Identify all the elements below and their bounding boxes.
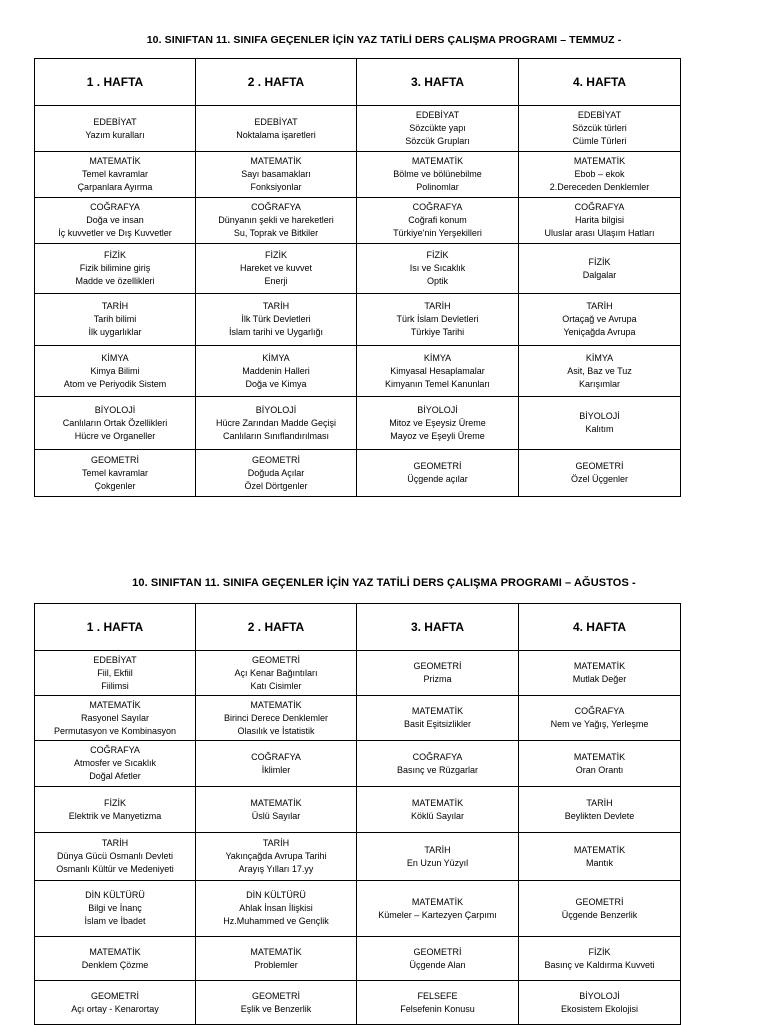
subject-name: BİYOLOJİ — [579, 990, 620, 1001]
schedule-cell — [35, 198, 196, 244]
topic-name: Dünya Gücü Osmanlı Devleti — [56, 851, 174, 861]
august-program-title: 10. SINIFTAN 11. SINIFA GEÇENLER İÇİN YAZ TATİLİ DERS ÇALIŞMA PROGRAMI – AĞUSTOS - — [132, 577, 636, 589]
schedule-cell — [519, 397, 681, 450]
subject-name: GEOMETRİ — [575, 461, 624, 471]
subject-name: MATEMATİK — [89, 699, 141, 710]
schedule-cell — [519, 346, 681, 397]
subject-name: TARİH — [262, 301, 290, 311]
subject-name: COĞRAFYA — [90, 745, 140, 755]
subject-name: BİYOLOJİ — [417, 404, 458, 415]
subject-name: TARİH — [586, 301, 613, 311]
subject-name: EDEBİYAT — [93, 116, 137, 127]
topic-name: Rasyonel Sayılar — [80, 712, 150, 723]
topic-name: Denklem Çözme — [81, 959, 149, 970]
topic-name: Arayış Yılları 17.yy — [238, 864, 314, 874]
topic-name: Permutasyon ve Kombinasyon — [53, 725, 177, 736]
week-header: 4. HAFTA — [519, 59, 681, 106]
schedule-row — [35, 833, 681, 881]
topic-name: Cümle Türleri — [572, 136, 627, 146]
topic-name: Atom ve Periyodik Sistem — [63, 378, 167, 389]
topic-name: Su, Toprak ve Bitkiler — [233, 228, 319, 238]
schedule-cell — [35, 152, 196, 198]
schedule-cell — [35, 787, 196, 833]
topic-name: Felsefenin Konusu — [400, 1003, 475, 1014]
topic-name: Asit, Baz ve Tuz — [567, 365, 632, 376]
subject-name: GEOMETRİ — [413, 461, 462, 471]
subject-name: MATEMATİK — [89, 946, 141, 957]
schedule-cell — [196, 937, 357, 981]
schedule-row — [35, 696, 681, 741]
topic-name: Oran Orantı — [575, 764, 624, 775]
topic-name: Fonksiyonlar — [250, 182, 302, 192]
august-schedule-table — [34, 603, 681, 1025]
schedule-cell — [196, 294, 357, 346]
schedule-row — [35, 294, 681, 346]
topic-name: Üçgende Benzerlik — [561, 909, 638, 920]
topic-name: Harita bilgisi — [574, 215, 625, 225]
subject-name: KİMYA — [585, 352, 614, 363]
subject-name: FİZİK — [588, 256, 611, 267]
schedule-cell — [35, 106, 196, 152]
topic-name: Dünyanın şekli ve hareketleri — [218, 215, 334, 225]
topic-name: Temel kavramlar — [81, 169, 148, 179]
topic-name: Coğrafi konum — [408, 215, 467, 225]
subject-name: MATEMATİK — [411, 706, 464, 716]
week-header: 3. HAFTA — [357, 604, 519, 651]
schedule-cell — [196, 741, 357, 787]
schedule-cell — [357, 833, 519, 881]
schedule-row — [35, 198, 681, 244]
schedule-row — [35, 450, 681, 497]
topic-name: Fiilimsi — [101, 680, 129, 691]
schedule-cell — [357, 106, 519, 152]
schedule-cell — [196, 106, 357, 152]
topic-name: Mutlak Değer — [572, 674, 627, 684]
topic-name: Eşlik ve Benzerlik — [240, 1003, 312, 1014]
schedule-cell — [196, 198, 357, 244]
schedule-cell — [519, 244, 681, 294]
week-header: 3. HAFTA — [357, 59, 519, 106]
topic-name: Noktalama işaretleri — [236, 129, 316, 140]
topic-name: Temel kavramlar — [81, 467, 148, 478]
topic-name: Birinci Derece Denklemler — [223, 712, 329, 723]
schedule-cell — [35, 741, 196, 787]
topic-name: Kümeler – Kartezyen Çarpımı — [378, 909, 497, 920]
schedule-cell — [519, 696, 681, 741]
topic-name: Bilgi ve İnanç — [88, 903, 142, 913]
subject-name: DİN KÜLTÜRÜ — [246, 890, 306, 900]
subject-name: GEOMETRİ — [413, 661, 462, 671]
subject-name: MATEMATİK — [250, 797, 302, 808]
topic-name: Çokgenler — [94, 480, 136, 491]
schedule-cell — [519, 651, 681, 696]
schedule-cell — [519, 741, 681, 787]
schedule-cell — [357, 881, 519, 937]
schedule-cell — [357, 152, 519, 198]
topic-name: Madde ve özellikleri — [75, 276, 155, 286]
schedule-cell — [357, 651, 519, 696]
subject-name: KİMYA — [262, 352, 290, 363]
schedule-cell — [519, 787, 681, 833]
schedule-cell — [357, 294, 519, 346]
topic-name: Üslü Sayılar — [251, 810, 301, 821]
topic-name: Prizma — [423, 674, 452, 684]
topic-name: Sayı basamakları — [241, 169, 311, 179]
schedule-cell — [357, 450, 519, 497]
subject-name: MATEMATİK — [411, 797, 464, 808]
topic-name: Açı Kenar Bağıntıları — [234, 667, 318, 678]
schedule-cell — [196, 833, 357, 881]
subject-name: MATEMATİK — [250, 699, 302, 710]
schedule-cell — [196, 346, 357, 397]
topic-name: Katı Cisimler — [250, 680, 302, 691]
subject-name: TARİH — [262, 838, 290, 848]
schedule-cell — [519, 152, 681, 198]
subject-name: GEOMETRİ — [251, 990, 300, 1001]
subject-name: MATEMATİK — [250, 156, 302, 166]
schedule-cell — [196, 881, 357, 937]
schedule-cell — [35, 294, 196, 346]
schedule-cell — [196, 651, 357, 696]
subject-name: MATEMATİK — [89, 156, 141, 166]
subject-name: FİZİK — [588, 946, 611, 957]
topic-name: Özel Üçgenler — [570, 474, 629, 484]
topic-name: Kimya Bilimi — [90, 365, 140, 376]
topic-name: En Uzun Yüzyıl — [406, 857, 469, 868]
topic-name: Fizik bilimine giriş — [79, 263, 151, 273]
topic-name: Yeniçağda Avrupa — [563, 327, 636, 337]
topic-name: Polinomlar — [416, 182, 459, 192]
topic-name: Yakınçağda Avrupa Tarihi — [225, 851, 327, 861]
subject-name: MATEMATİK — [573, 661, 626, 671]
topic-name: Türkiye'nin Yerşekilleri — [393, 228, 482, 238]
july-rows — [35, 106, 681, 497]
subject-name: MATEMATİK — [573, 156, 626, 166]
schedule-cell — [196, 152, 357, 198]
topic-name: Hareket ve kuvvet — [239, 263, 313, 273]
schedule-cell — [519, 937, 681, 981]
topic-name: Basınç ve Rüzgarlar — [396, 764, 479, 775]
subject-name: MATEMATİK — [411, 896, 464, 907]
topic-name: Basınç ve Kaldırma Kuvveti — [544, 959, 655, 970]
topic-name: Osmanlı Kültür ve Medeniyeti — [56, 864, 174, 874]
schedule-row — [35, 244, 681, 294]
subject-name: COĞRAFYA — [574, 706, 625, 716]
subject-name: TARİH — [586, 797, 613, 808]
topic-name: İç kuvvetler ve Dış Kuvvetler — [58, 228, 172, 238]
schedule-cell — [35, 981, 196, 1025]
topic-name: İlk uygarlıklar — [88, 327, 142, 337]
topic-name: Olasılık ve İstatistik — [237, 725, 315, 736]
subject-name: TARİH — [101, 301, 129, 311]
schedule-cell — [35, 397, 196, 450]
schedule-cell — [519, 198, 681, 244]
subject-name: COĞRAFYA — [251, 751, 301, 762]
subject-name: FİZİK — [104, 250, 126, 260]
subject-name: GEOMETRİ — [575, 896, 624, 907]
subject-name: GEOMETRİ — [90, 990, 139, 1001]
schedule-cell — [519, 881, 681, 937]
subject-name: MATEMATİK — [250, 946, 302, 957]
topic-name: Optik — [426, 276, 448, 286]
july-program-title: 10. SINIFTAN 11. SINIFA GEÇENLER İÇİN YAZ TATİLİ DERS ÇALIŞMA PROGRAMI – TEMMUZ - — [146, 34, 622, 46]
schedule-cell — [357, 937, 519, 981]
subject-name: GEOMETRİ — [413, 946, 462, 957]
schedule-row — [35, 787, 681, 833]
subject-name: EDEBİYAT — [93, 654, 137, 665]
topic-name: İslam ve İbadet — [84, 916, 146, 926]
subject-name: TARİH — [424, 844, 451, 855]
schedule-cell — [35, 696, 196, 741]
topic-name: Türkiye Tarihi — [410, 327, 465, 337]
topic-name: Ebob – ekok — [574, 169, 625, 179]
week-header: 1 . HAFTA — [35, 604, 196, 651]
topic-name: Ahlak İnsan İlişkisi — [239, 903, 313, 913]
schedule-cell — [35, 244, 196, 294]
topic-name: Isı ve Sıcaklık — [409, 263, 466, 273]
schedule-cell — [196, 981, 357, 1025]
topic-name: Özel Dörtgenler — [244, 480, 308, 491]
topic-name: Mitoz ve Eşeysiz Üreme — [389, 417, 486, 428]
topic-name: Karışımlar — [578, 378, 620, 389]
topic-name: Bölme ve bölünebilme — [393, 169, 482, 179]
topic-name: Ortaçağ ve Avrupa — [562, 314, 637, 324]
topic-name: Hz.Muhammed ve Gençlik — [223, 916, 329, 926]
topic-name: Doğal Afetler — [89, 771, 141, 781]
topic-name: Maddenin Halleri — [242, 365, 310, 376]
subject-name: TARİH — [424, 301, 451, 311]
schedule-row — [35, 981, 681, 1025]
subject-name: COĞRAFYA — [574, 202, 625, 212]
subject-name: MATEMATİK — [573, 751, 626, 762]
topic-name: Atmosfer ve Sıcaklık — [73, 758, 157, 768]
schedule-row — [35, 397, 681, 450]
topic-name: 2.Dereceden Denklemler — [549, 182, 650, 192]
topic-name: Elektrik ve Manyetizma — [68, 810, 162, 821]
subject-name: COĞRAFYA — [251, 202, 301, 212]
topic-name: Kalıtım — [585, 424, 614, 434]
schedule-cell — [357, 981, 519, 1025]
topic-name: Mayoz ve Eşeyli Üreme — [390, 430, 485, 441]
topic-name: Sözcük türleri — [572, 123, 627, 133]
week-header: 1 . HAFTA — [35, 59, 196, 106]
subject-name: BİYOLOJİ — [579, 411, 620, 421]
schedule-cell — [357, 198, 519, 244]
subject-name: COĞRAFYA — [412, 202, 463, 212]
schedule-cell — [357, 397, 519, 450]
topic-name: Hücre Zarından Madde Geçişi — [215, 417, 337, 428]
topic-name: Üçgende açılar — [407, 474, 468, 484]
topic-name: Uluslar arası Ulaşım Hatları — [544, 228, 655, 238]
topic-name: Ekosistem Ekolojisi — [560, 1003, 639, 1014]
schedule-cell — [519, 106, 681, 152]
schedule-cell — [519, 833, 681, 881]
subject-name: GEOMETRİ — [251, 654, 300, 665]
topic-name: Dalgalar — [582, 269, 617, 280]
topic-name: Canlıların Ortak Özellikleri — [62, 417, 168, 428]
schedule-row — [35, 651, 681, 696]
topic-name: Doğuda Açılar — [247, 467, 305, 478]
subject-name: MATEMATİK — [411, 156, 464, 166]
schedule-cell — [519, 981, 681, 1025]
schedule-cell — [519, 294, 681, 346]
topic-name: Enerji — [264, 276, 288, 286]
schedule-cell — [35, 937, 196, 981]
schedule-cell — [357, 696, 519, 741]
topic-name: İklimler — [261, 764, 291, 775]
topic-name: Mantık — [585, 857, 613, 868]
topic-name: Hücre ve Organeller — [74, 430, 156, 441]
topic-name: Tarih bilimi — [93, 314, 137, 324]
subject-name: BİYOLOJİ — [94, 404, 136, 415]
topic-name: Sözcükte yapı — [409, 123, 466, 133]
schedule-cell — [35, 881, 196, 937]
subject-name: KİMYA — [101, 352, 129, 363]
schedule-row — [35, 346, 681, 397]
schedule-cell — [196, 696, 357, 741]
subject-name: EDEBİYAT — [254, 116, 298, 127]
schedule-cell — [196, 787, 357, 833]
topic-name: Kimyasal Hesaplamalar — [390, 365, 485, 376]
topic-name: Nem ve Yağış, Yerleşme — [550, 719, 649, 729]
schedule-row — [35, 741, 681, 787]
schedule-cell — [35, 346, 196, 397]
subject-name: TARİH — [101, 838, 129, 848]
schedule-cell — [357, 741, 519, 787]
topic-name: Beylikten Devlete — [564, 810, 635, 821]
week-header: 2 . HAFTA — [196, 59, 357, 106]
subject-name: FİZİK — [104, 797, 126, 808]
topic-name: İslam tarihi ve Uygarlığı — [228, 327, 324, 337]
schedule-row — [35, 152, 681, 198]
subject-name: FİZİK — [265, 250, 287, 260]
schedule-row — [35, 937, 681, 981]
topic-name: Çarpanlara Ayırma — [77, 182, 153, 192]
week-header: 2 . HAFTA — [196, 604, 357, 651]
schedule-cell — [357, 787, 519, 833]
topic-name: Doğa ve insan — [86, 215, 144, 225]
week-header: 4. HAFTA — [519, 604, 681, 651]
subject-name: EDEBİYAT — [415, 110, 460, 120]
subject-name: COĞRAFYA — [412, 751, 463, 762]
subject-name: GEOMETRİ — [251, 454, 300, 465]
topic-name: Kimyanın Temel Kanunları — [385, 378, 490, 389]
subject-name: FELSEFE — [417, 990, 458, 1001]
august-header-row — [35, 604, 681, 651]
topic-name: İlk Türk Devletleri — [241, 314, 311, 324]
topic-name: Türk İslam Devletleri — [396, 314, 479, 324]
subject-name: KİMYA — [423, 352, 452, 363]
topic-name: Üçgende Alan — [409, 959, 466, 970]
schedule-cell — [35, 833, 196, 881]
schedule-cell — [196, 244, 357, 294]
subject-name: COĞRAFYA — [90, 202, 140, 212]
schedule-row — [35, 106, 681, 152]
topic-name: Sözcük Grupları — [405, 136, 470, 146]
subject-name: BİYOLOJİ — [255, 404, 297, 415]
schedule-cell — [196, 397, 357, 450]
subject-name: FİZİK — [426, 250, 449, 260]
topic-name: Doğa ve Kimya — [245, 378, 307, 389]
schedule-cell — [357, 346, 519, 397]
topic-name: Açı ortay - Kenarortay — [71, 1003, 159, 1014]
schedule-cell — [357, 244, 519, 294]
subject-name: GEOMETRİ — [90, 454, 139, 465]
topic-name: Yazım kuralları — [85, 129, 145, 140]
topic-name: Fiil, Ekfiil — [97, 667, 133, 678]
july-header-row — [35, 59, 681, 106]
topic-name: Basit Eşitsizlikler — [403, 719, 471, 729]
topic-name: Problemler — [254, 959, 298, 970]
subject-name: EDEBİYAT — [577, 110, 622, 120]
schedule-cell — [35, 651, 196, 696]
august-rows — [35, 651, 681, 1025]
schedule-cell — [35, 450, 196, 497]
july-schedule-table — [34, 58, 681, 497]
topic-name: Canlıların Sınıflandırılması — [222, 430, 330, 441]
subject-name: MATEMATİK — [573, 844, 626, 855]
subject-name: DİN KÜLTÜRÜ — [85, 890, 145, 900]
schedule-cell — [519, 450, 681, 497]
topic-name: Köklü Sayılar — [410, 810, 465, 821]
schedule-cell — [196, 450, 357, 497]
schedule-row — [35, 881, 681, 937]
